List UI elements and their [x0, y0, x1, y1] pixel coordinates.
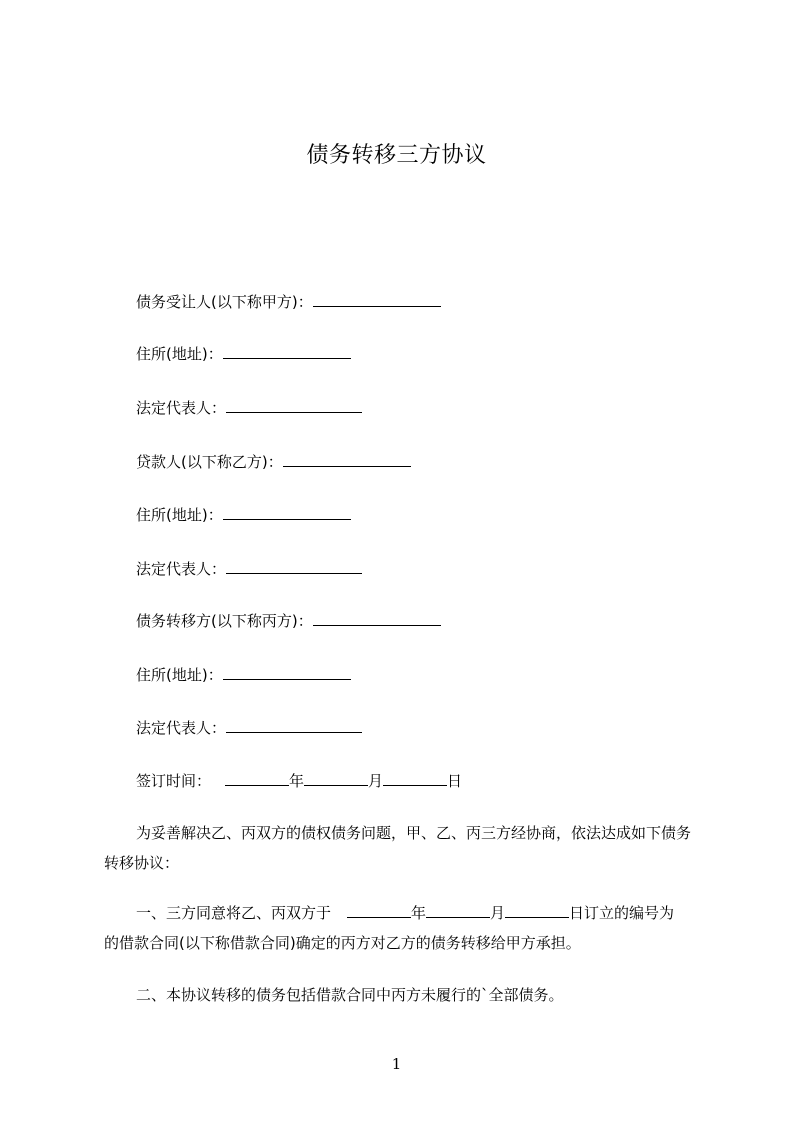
party-field-transferor: [136, 609, 441, 633]
fill-blank: [226, 398, 362, 413]
fill-blank: [313, 611, 441, 626]
clause-1-line-2: 的借款合同(以下称借款合同)确定的丙方对乙方的债务转移给甲方承担。: [104, 934, 581, 952]
month-label: 月: [368, 772, 384, 790]
party-field-lender: [136, 450, 411, 474]
field-label: 法定代表人：: [136, 560, 227, 578]
year-label: 年: [289, 772, 305, 790]
day-blank: [383, 771, 447, 786]
fill-blank: [223, 344, 351, 359]
field-label: 债务转移方(以下称丙方)：: [136, 612, 313, 630]
party-field-transferor-rep: [136, 716, 362, 740]
month-label: 月: [490, 904, 506, 922]
intro-paragraph: 为妥善解决乙、丙双方的债权债务问题，甲、乙、丙三方经协商，依法达成如下债务转移协议：: [104, 824, 692, 872]
field-label: 住所(地址)：: [136, 666, 223, 684]
year-blank: [347, 903, 411, 918]
field-label: 住所(地址)：: [136, 506, 223, 524]
party-field-transferee-address: [136, 342, 351, 366]
party-field-transferee: [136, 290, 441, 314]
fill-blank: [226, 559, 362, 574]
party-field-transferor-address: [136, 663, 351, 687]
page-number: 1: [391, 1055, 402, 1073]
month-blank: [426, 903, 490, 918]
fill-blank: [226, 718, 362, 733]
year-label: 年: [411, 904, 427, 922]
field-label: 贷款人(以下称乙方)：: [136, 453, 283, 471]
year-blank: [225, 771, 289, 786]
day-label: 日: [447, 772, 463, 790]
party-field-lender-rep: [136, 557, 362, 581]
clause-1: [104, 898, 704, 958]
fill-blank: [283, 452, 411, 467]
clause-1-suffix: 日订立的编号为: [569, 904, 675, 922]
field-label: 债务受让人(以下称甲方)：: [136, 293, 313, 311]
fill-blank: [223, 665, 351, 680]
field-label: 住所(地址)：: [136, 345, 223, 363]
clause-2: 二、本协议转移的债务包括借款合同中丙方未履行的`全部债务。: [136, 986, 564, 1004]
field-label: 法定代表人：: [136, 719, 227, 737]
clause-1-line-1: [104, 898, 704, 928]
signing-date-field: [136, 769, 462, 793]
month-blank: [304, 771, 368, 786]
party-field-transferee-rep: [136, 396, 362, 420]
field-label: 法定代表人：: [136, 399, 227, 417]
document-title: 债务转移三方协议: [306, 143, 487, 168]
party-field-lender-address: [136, 503, 351, 527]
day-blank: [505, 903, 569, 918]
fill-blank: [313, 292, 441, 307]
signing-label: 签订时间：: [136, 772, 212, 790]
fill-blank: [223, 505, 351, 520]
clause-1-prefix: 一、三方同意将乙、丙双方于: [136, 904, 332, 922]
